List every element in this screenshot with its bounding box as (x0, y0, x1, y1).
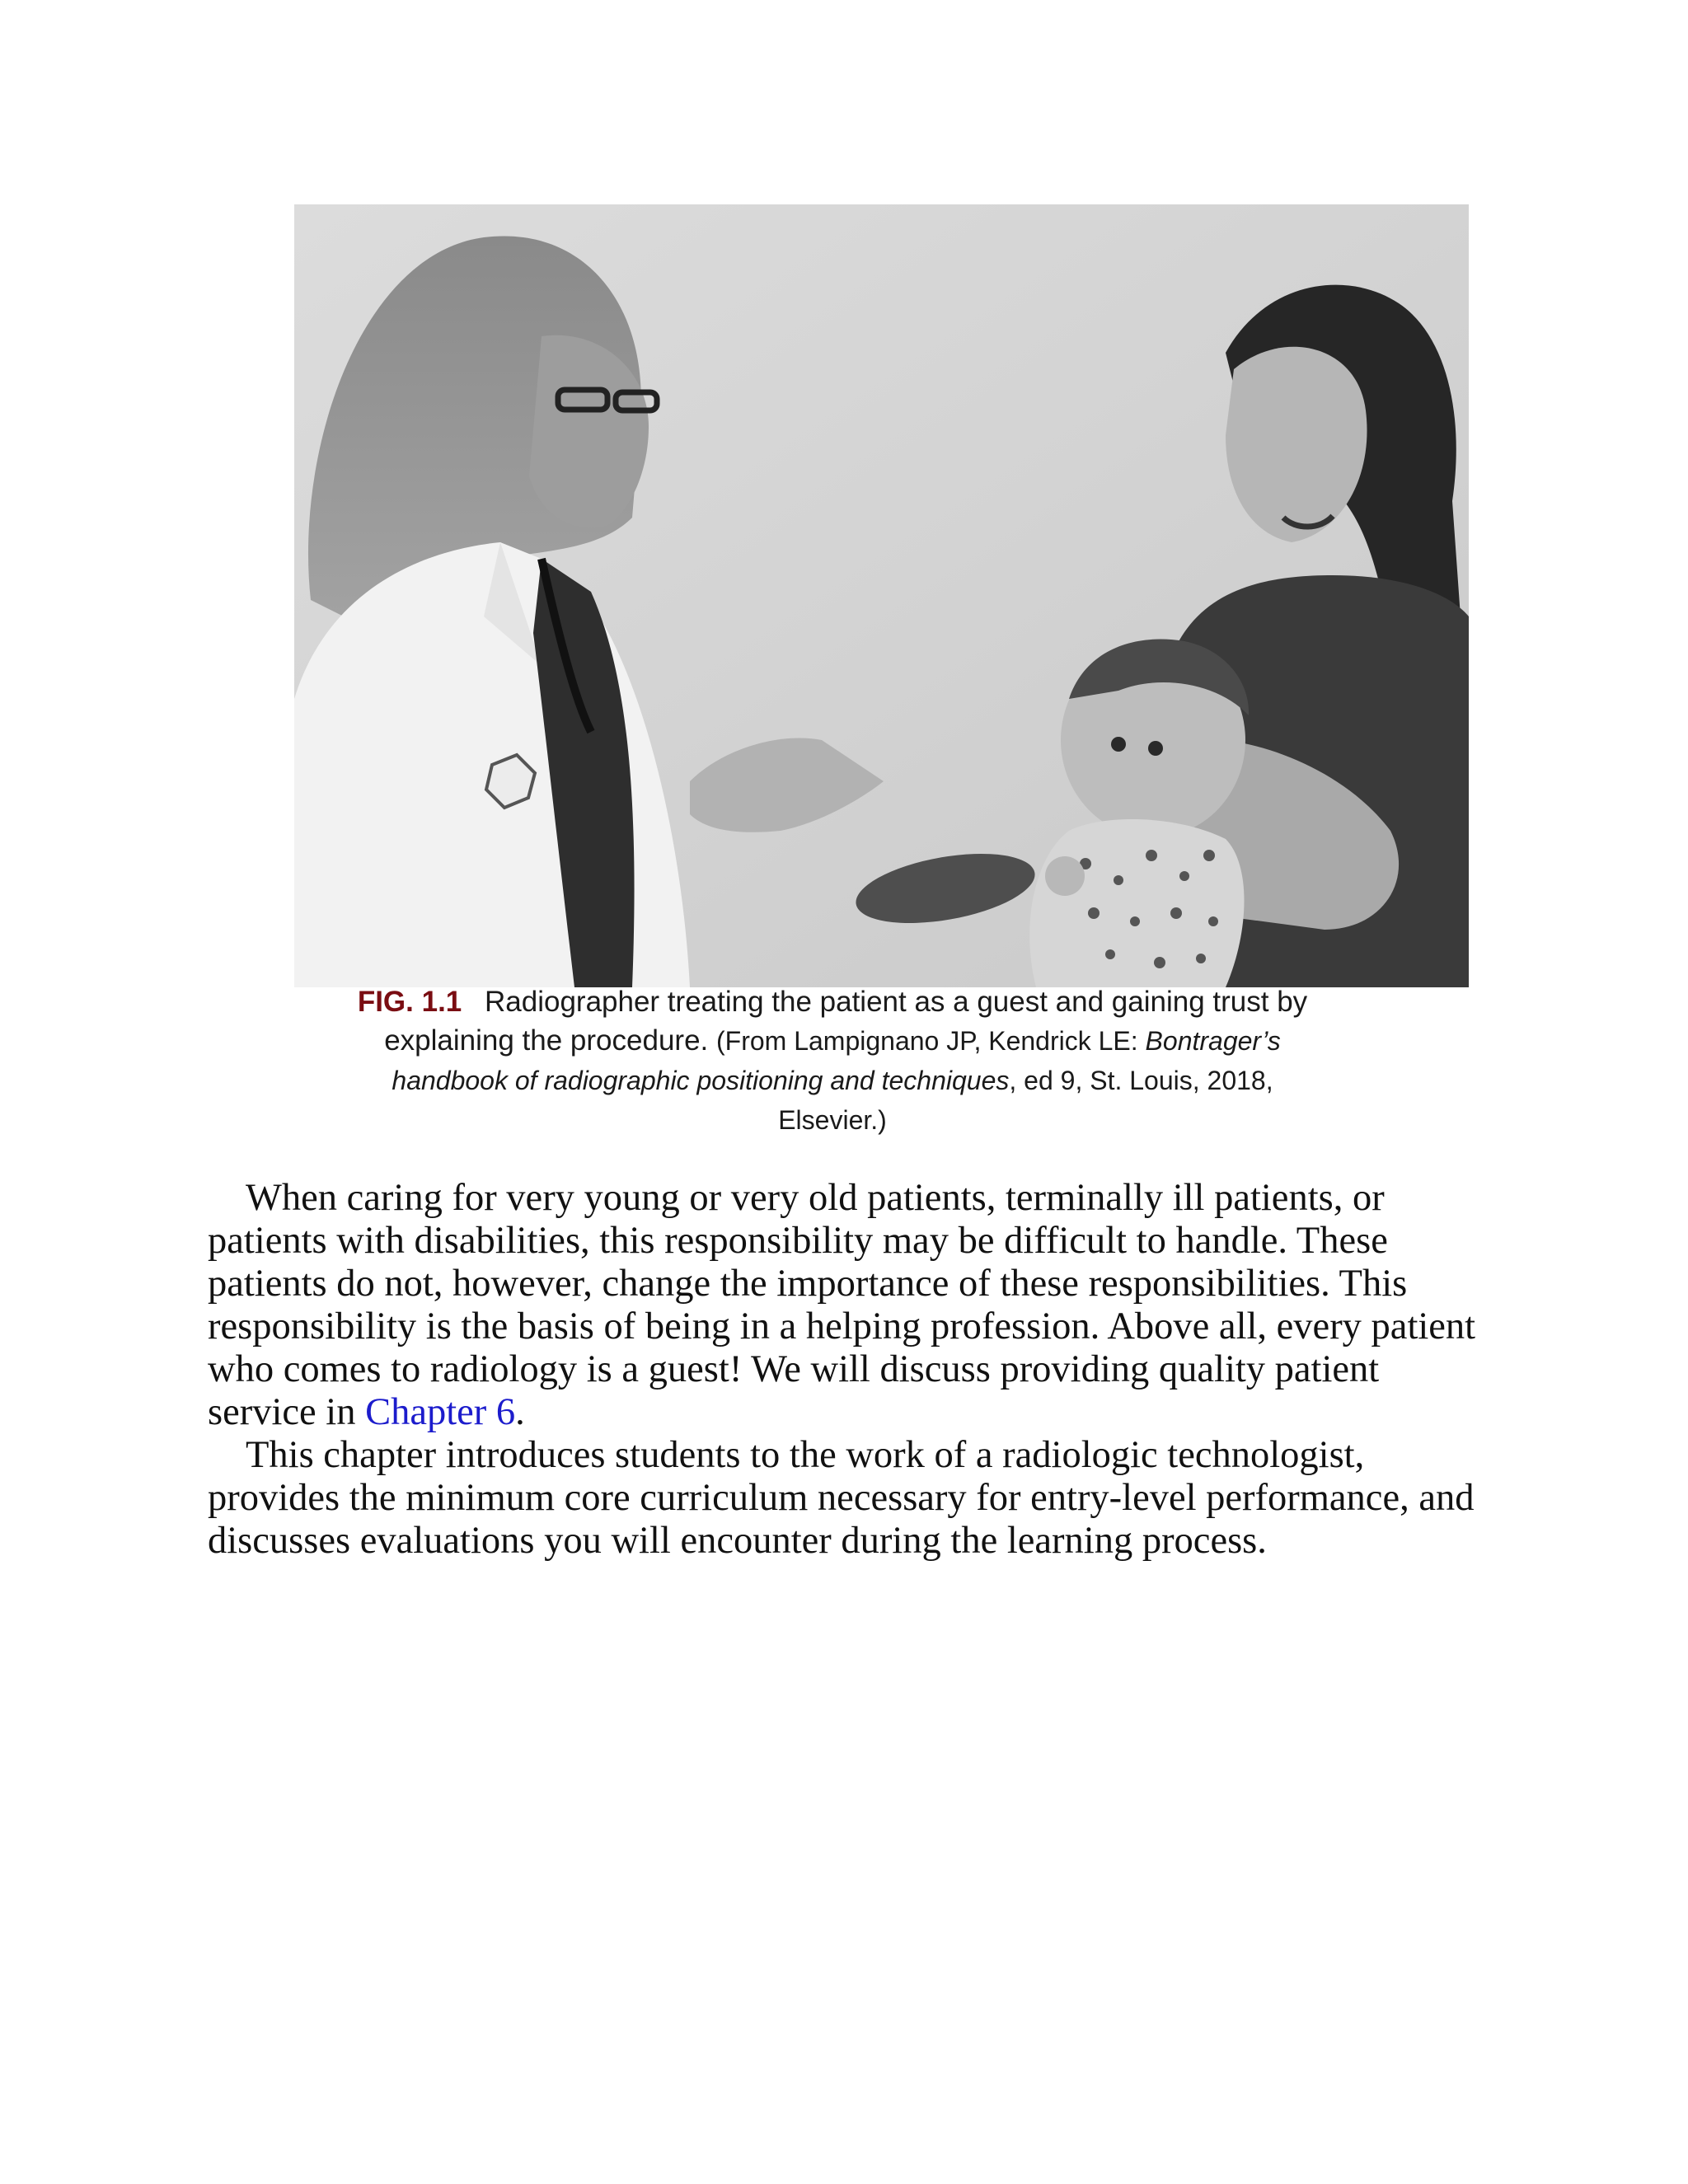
credit-open: (From Lampignano JP, Kendrick LE: (716, 1026, 1138, 1056)
paragraph-period: . (515, 1391, 525, 1433)
body-paragraph (208, 1434, 1493, 1563)
paragraph-text: This chapter introduces students to the work of a radiologic technologist, provides the minimum core curriculum necessary for entry-level performance, and discusses evaluations you will encounter during the learning process. (208, 1434, 1475, 1562)
figure-photo (294, 204, 1469, 987)
figure-caption (346, 982, 1319, 1140)
credit-title: Bontrager’s handbook of radiographic positioning and techniques (392, 1026, 1281, 1095)
chapter-6-link[interactable]: Chapter 6 (365, 1391, 516, 1433)
caption-text: Radiographer treating the patient as a guest and gaining trust by explaining the procedure. (384, 986, 1308, 1057)
credit-close: , ed 9, St. Louis, 2018, Elsevier.) (778, 1066, 1273, 1135)
figure-label: FIG. 1.1 (357, 986, 462, 1018)
body-paragraph (208, 1177, 1493, 1434)
paragraph-text: When caring for very young or very old patients, terminally ill patients, or patients with disabilities, this responsibility may be difficult to handle. These patients do not, however, change the importance of these responsibilities. This responsibility is the basis of being in a helping profession. Above all, every patient who comes to radiology is a guest! We will discuss providing quality patient service in (208, 1177, 1476, 1433)
body-text (208, 1177, 1493, 1563)
